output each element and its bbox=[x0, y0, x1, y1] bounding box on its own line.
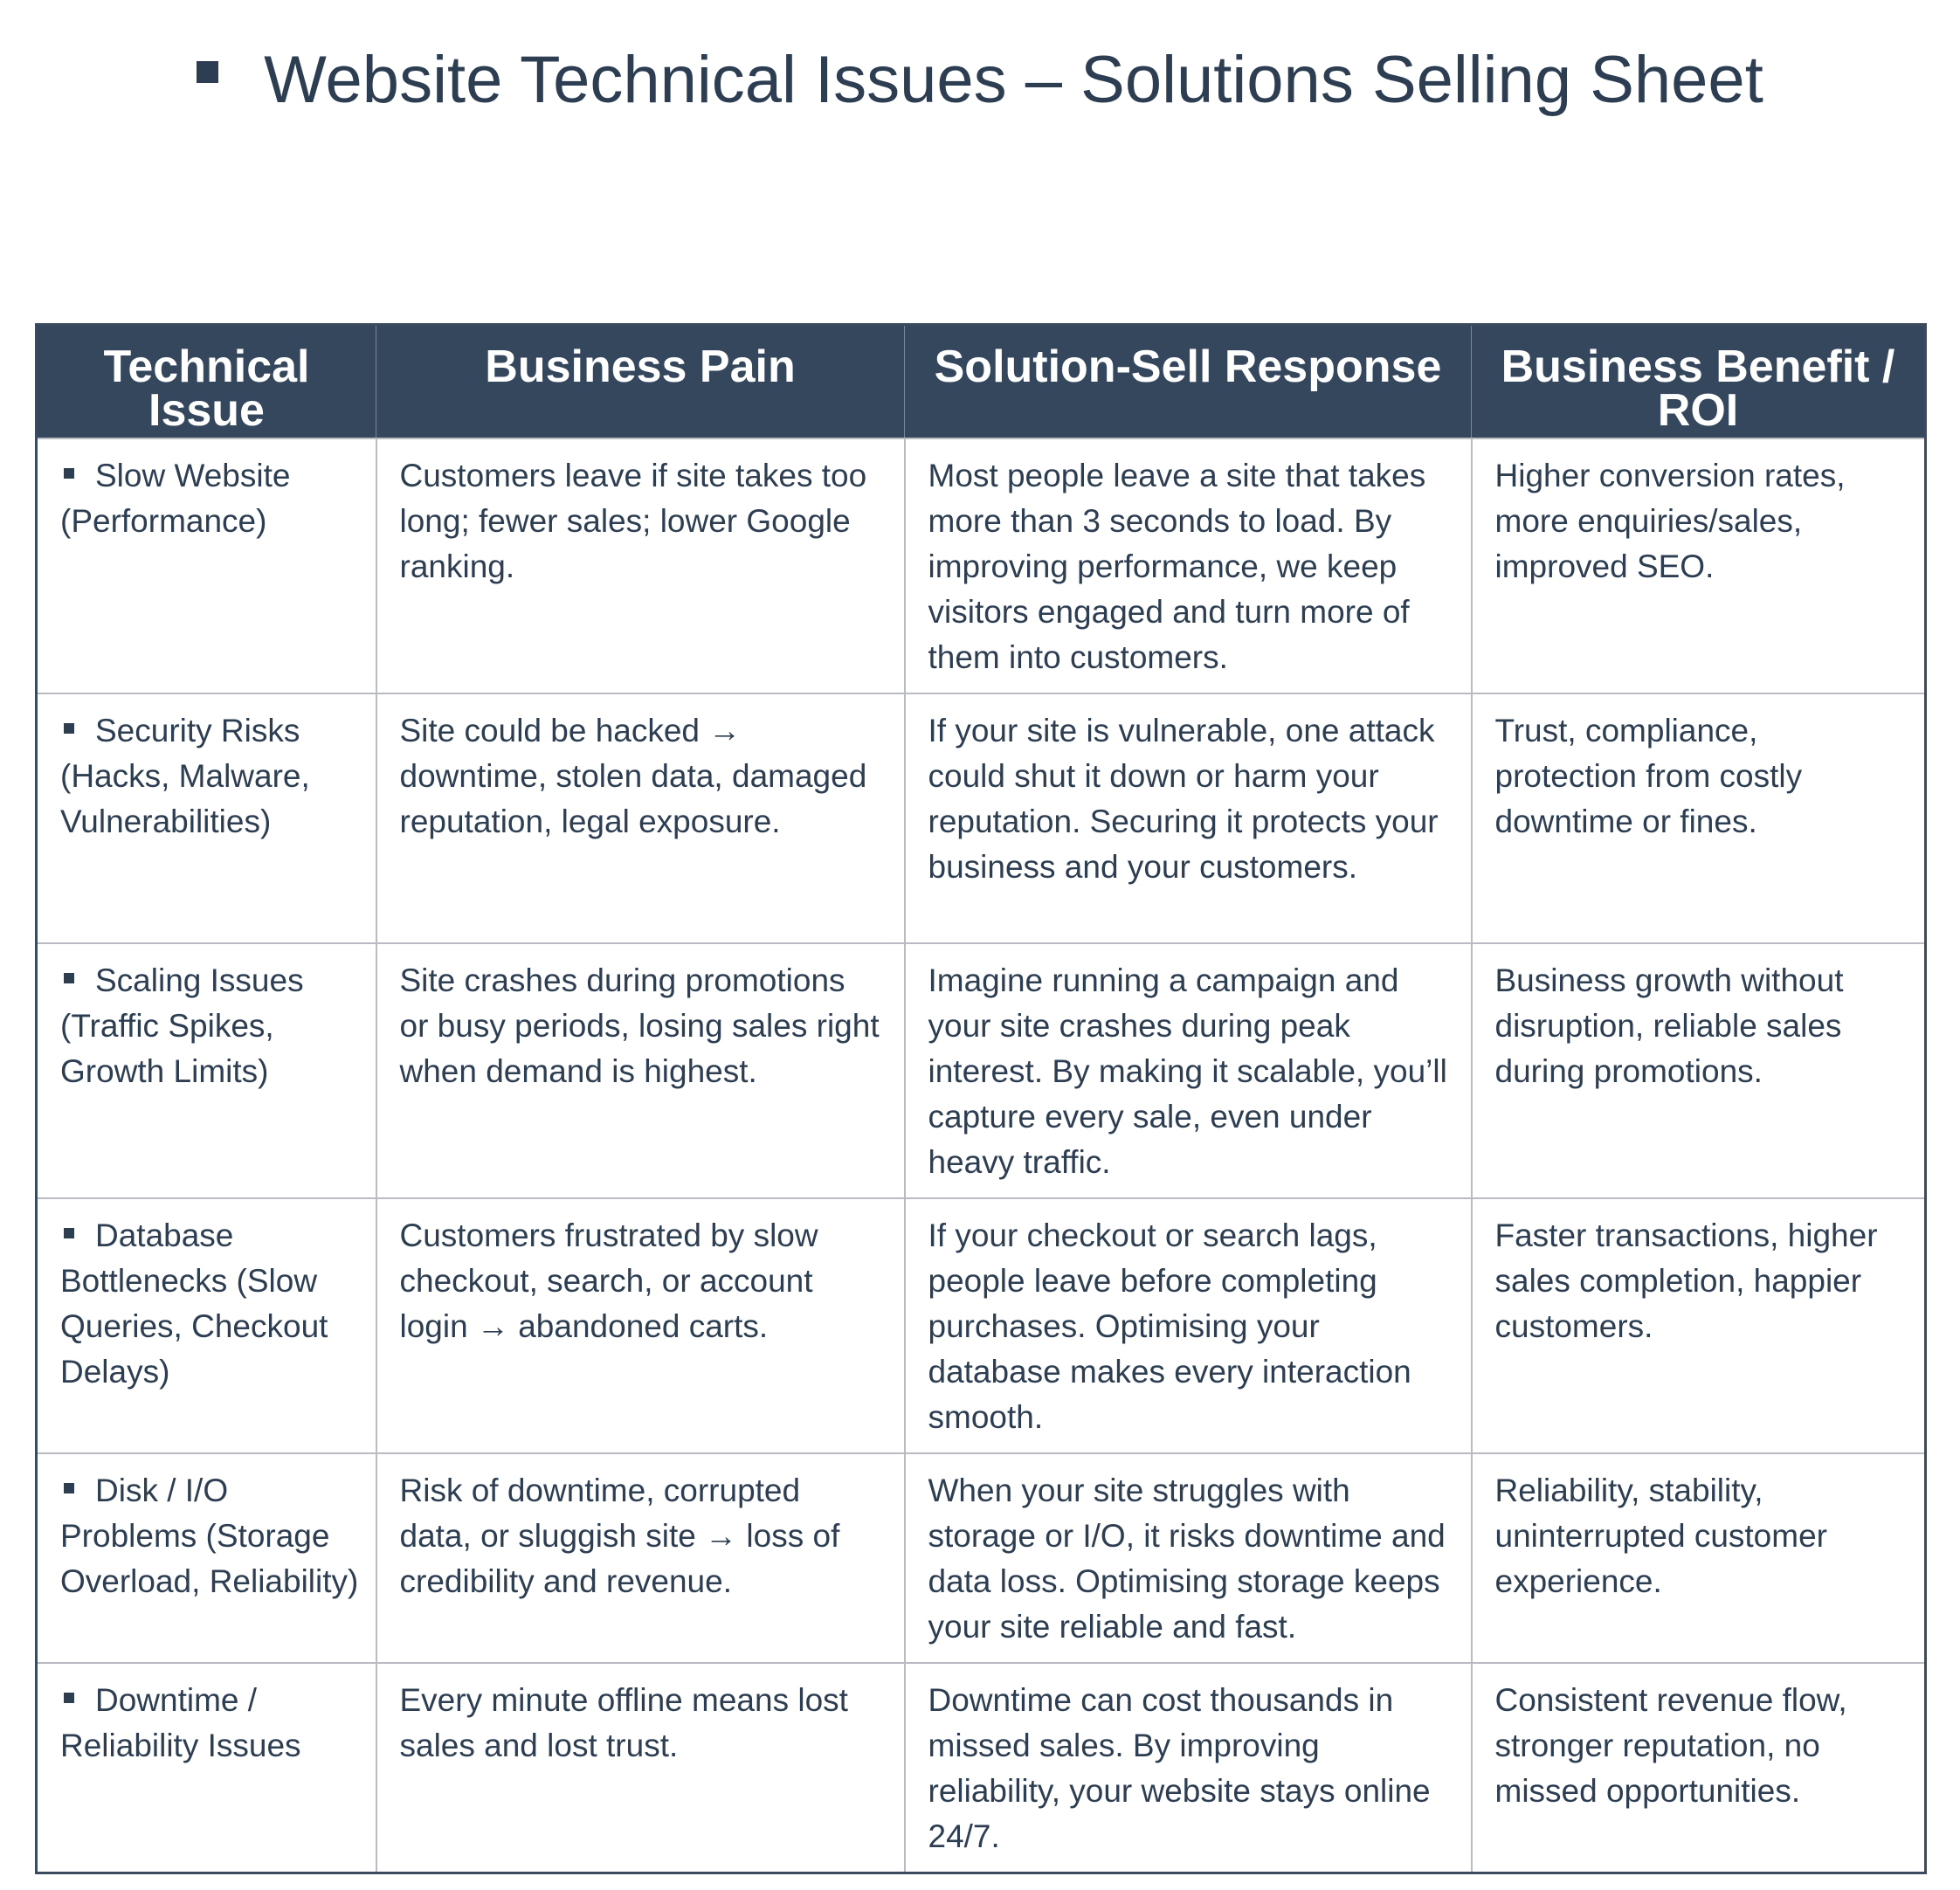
benefit-cell: Faster transactions, higher sales completion, happier customers. bbox=[1472, 1198, 1926, 1453]
table-row bbox=[37, 438, 1926, 693]
issue-text: Database Bottlenecks (Slow Queries, Checkout Delays) bbox=[60, 1217, 328, 1390]
response-cell: When your site struggles with storage or I/O, it risks downtime and data loss. Optimising storage keeps your site reliable and fast. bbox=[905, 1453, 1472, 1663]
table-row bbox=[37, 693, 1926, 943]
benefit-cell: Higher conversion rates, more enquiries/sales, improved SEO. bbox=[1472, 438, 1926, 693]
benefit-cell: Reliability, stability, uninterrupted customer experience. bbox=[1472, 1453, 1926, 1663]
solutions-table bbox=[35, 323, 1927, 1874]
response-cell: Downtime can cost thousands in missed sales. By improving reliability, your website stays online 24/7. bbox=[905, 1663, 1472, 1873]
header-business-pain: Business Pain bbox=[376, 325, 905, 439]
pain-cell: Site crashes during promotions or busy periods, losing sales right when demand is highest. bbox=[376, 943, 905, 1198]
pain-cell: Site could be hacked → downtime, stolen data, damaged reputation, legal exposure. bbox=[376, 693, 905, 943]
table-row bbox=[37, 1453, 1926, 1663]
issue-cell bbox=[37, 943, 376, 1198]
square-bullet-icon bbox=[64, 1483, 74, 1493]
issue-cell bbox=[37, 1663, 376, 1873]
table-row bbox=[37, 1198, 1926, 1453]
response-cell: If your site is vulnerable, one attack could shut it down or harm your reputation. Securing it protects your business and your customers. bbox=[905, 693, 1472, 943]
issue-text: Scaling Issues (Traffic Spikes, Growth Limits) bbox=[60, 962, 304, 1089]
header-solution-sell-response: Solution-Sell Response bbox=[905, 325, 1472, 439]
square-bullet-icon bbox=[64, 1228, 74, 1238]
issue-cell bbox=[37, 693, 376, 943]
benefit-cell: Business growth without disruption, reliable sales during promotions. bbox=[1472, 943, 1926, 1198]
square-bullet-icon bbox=[64, 468, 74, 479]
square-bullet-icon bbox=[64, 1693, 74, 1703]
pain-cell: Customers frustrated by slow checkout, search, or account login → abandoned carts. bbox=[376, 1198, 905, 1453]
header-row bbox=[37, 325, 1926, 439]
issue-cell bbox=[37, 1453, 376, 1663]
benefit-cell: Consistent revenue flow, stronger reputation, no missed opportunities. bbox=[1472, 1663, 1926, 1873]
page-title bbox=[0, 37, 1960, 124]
issue-text: Slow Website (Performance) bbox=[60, 458, 291, 539]
response-cell: If your checkout or search lags, people leave before completing purchases. Optimising your database makes every interaction smooth. bbox=[905, 1198, 1472, 1453]
square-bullet-icon bbox=[64, 723, 74, 734]
response-cell: Most people leave a site that takes more than 3 seconds to load. By improving performance, we keep visitors engaged and turn more of them into customers. bbox=[905, 438, 1472, 693]
table-body bbox=[37, 438, 1926, 1873]
issue-text: Security Risks (Hacks, Malware, Vulnerabilities) bbox=[60, 713, 310, 839]
response-cell: Imagine running a campaign and your site crashes during peak interest. By making it scalable, you’ll capture every sale, even under heavy traffic. bbox=[905, 943, 1472, 1198]
table-row bbox=[37, 943, 1926, 1198]
table-row bbox=[37, 1663, 1926, 1873]
pain-cell: Customers leave if site takes too long; fewer sales; lower Google ranking. bbox=[376, 438, 905, 693]
pain-cell: Risk of downtime, corrupted data, or sluggish site → loss of credibility and revenue. bbox=[376, 1453, 905, 1663]
title-bullet-icon bbox=[197, 61, 218, 83]
header-business-benefit: Business Benefit / ROI bbox=[1472, 325, 1926, 439]
issue-cell bbox=[37, 438, 376, 693]
benefit-cell: Trust, compliance, protection from costly downtime or fines. bbox=[1472, 693, 1926, 943]
header-technical-issue: Technical Issue bbox=[37, 325, 376, 439]
issue-cell bbox=[37, 1198, 376, 1453]
issue-text: Disk / I/O Problems (Storage Overload, Reliability) bbox=[60, 1473, 359, 1599]
table-header bbox=[37, 325, 1926, 439]
issue-text: Downtime / Reliability Issues bbox=[60, 1682, 301, 1763]
square-bullet-icon bbox=[64, 973, 74, 983]
pain-cell: Every minute offline means lost sales and lost trust. bbox=[376, 1663, 905, 1873]
page-title-text: Website Technical Issues – Solutions Selling Sheet bbox=[264, 43, 1763, 117]
